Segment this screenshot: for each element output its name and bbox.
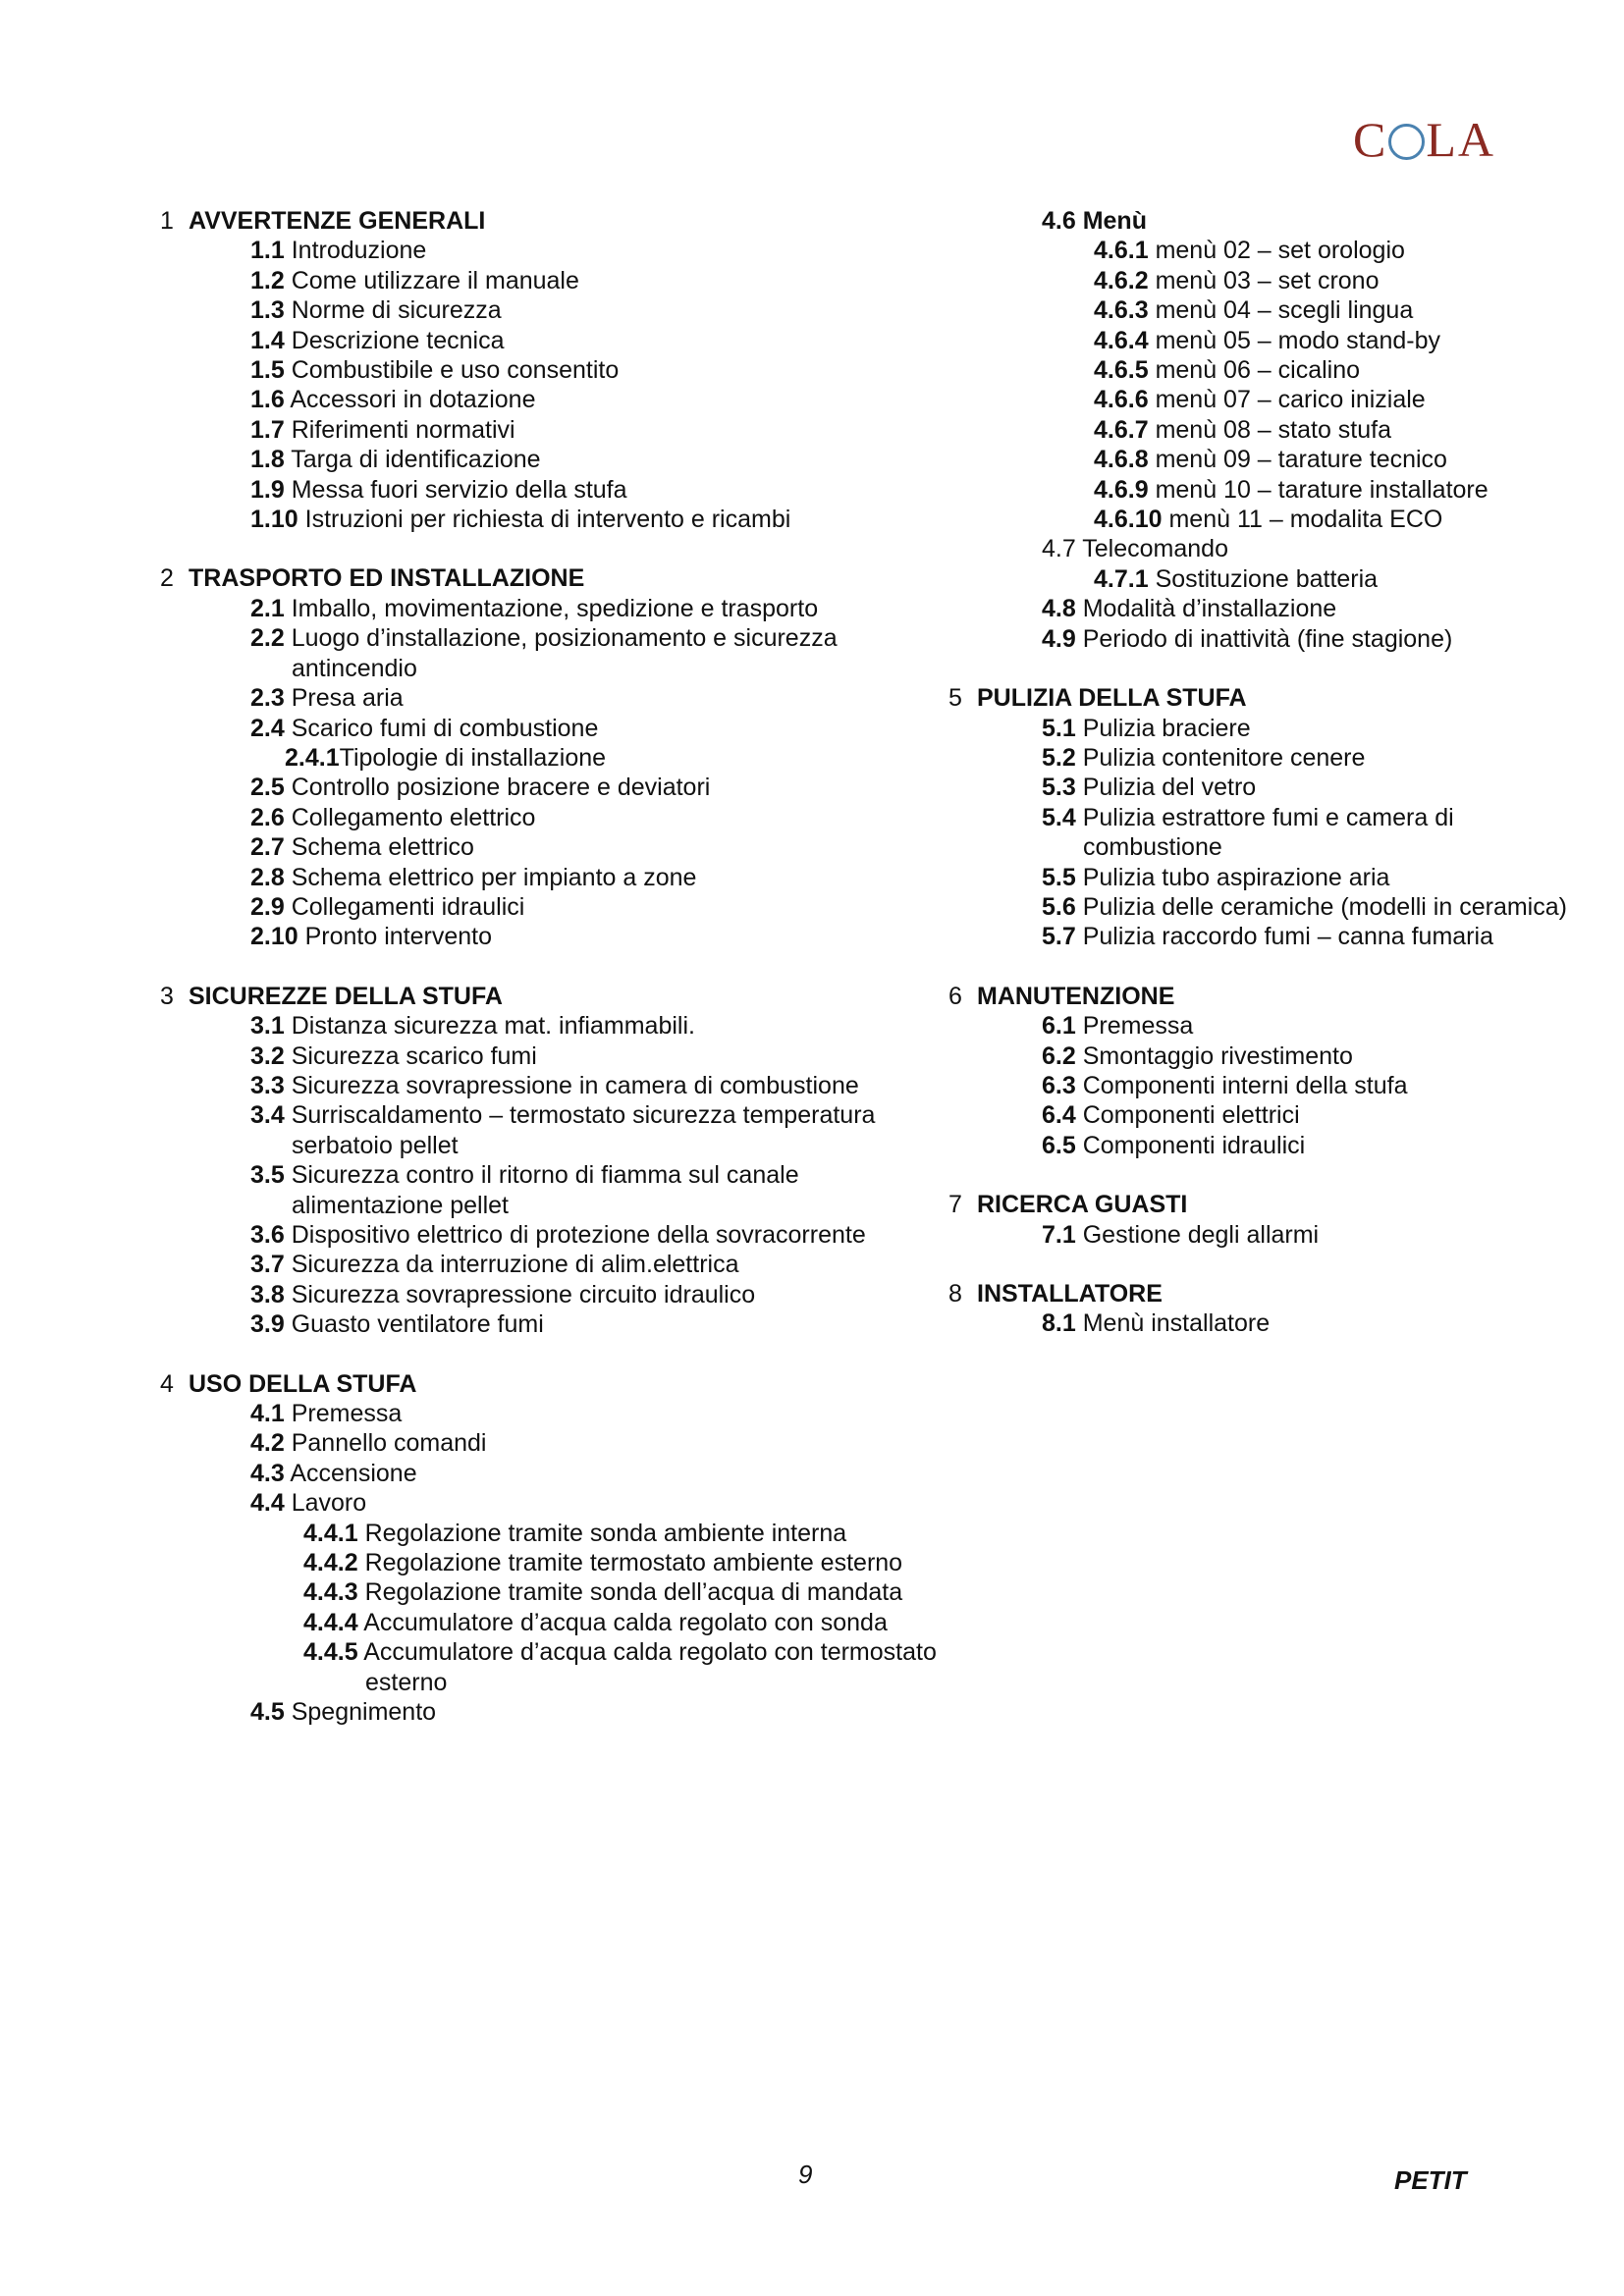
section-number: 3 (160, 982, 174, 1010)
section-title-text: TRASPORTO ED INSTALLAZIONE (189, 564, 585, 593)
entry-number: 4.4 (250, 1489, 285, 1518)
toc-entry[interactable] (948, 445, 1577, 474)
entry-title: Pulizia contenitore cenere (1082, 743, 1366, 772)
toc-entry[interactable] (160, 266, 946, 295)
entry-number: 3.8 (250, 1280, 285, 1308)
section-number: 2 (160, 564, 174, 593)
toc-entry[interactable] (948, 1100, 1577, 1130)
page-number: 9 (798, 2160, 813, 2189)
toc-entry[interactable] (160, 1250, 946, 1279)
toc-section (948, 1190, 1577, 1250)
entry-title: menù 02 – set orologio (1155, 237, 1405, 265)
section-title (160, 982, 946, 1011)
entry-number: 4.3 (250, 1459, 285, 1487)
toc-section (160, 1369, 946, 1728)
entry-number: 4.6.6 (1094, 386, 1149, 414)
toc-entry[interactable] (160, 1519, 946, 1548)
entry-title: Dispositivo elettrico di protezione della sovracorrente (291, 1221, 866, 1249)
entry-title: Scarico fumi di combustione (291, 714, 599, 742)
entry-title: Sicurezza sovrapressione circuito idraulico (291, 1280, 756, 1308)
entry-number: 3.2 (250, 1041, 285, 1070)
entry-title: Pulizia del vetro (1082, 774, 1257, 802)
entry-number: 4.1 (250, 1400, 285, 1428)
entry-title: Controllo posizione bracere e deviatori (291, 774, 711, 802)
toc-entry[interactable] (160, 683, 946, 713)
entry-title: Introduzione (291, 237, 427, 265)
entry-title: Descrizione tecnica (291, 326, 505, 354)
entry-title: Sostituzione batteria (1155, 564, 1379, 593)
toc-entry[interactable] (160, 1577, 946, 1607)
toc-entry[interactable] (160, 1459, 946, 1488)
entry-title: Messa fuori servizio della stufa (291, 475, 627, 504)
entry-title: Pulizia tubo aspirazione aria (1082, 863, 1390, 891)
toc-section (160, 563, 946, 951)
entry-number: 1.1 (250, 237, 285, 265)
toc-entry[interactable] (160, 355, 946, 385)
toc-entry[interactable] (160, 1160, 946, 1220)
entry-number: 1.9 (250, 475, 285, 504)
toc-entry[interactable] (948, 326, 1577, 355)
toc-section (948, 683, 1577, 952)
section-number: 7 (948, 1191, 962, 1219)
toc-entry[interactable] (948, 863, 1577, 892)
section-title-text: PULIZIA DELLA STUFA (977, 684, 1247, 713)
entry-number: 4.7 (1042, 535, 1076, 563)
entry-title: Telecomando (1082, 535, 1228, 563)
toc-entry[interactable] (160, 445, 946, 474)
section-title (160, 206, 946, 236)
toc-entry[interactable] (948, 803, 1577, 863)
entry-title: Norme di sicurezza (291, 296, 502, 325)
toc-entry[interactable] (948, 1308, 1577, 1338)
toc-entry[interactable] (948, 505, 1577, 534)
toc-entry[interactable] (160, 236, 946, 265)
entry-title: Premessa (291, 1400, 403, 1428)
entry-number: 3.6 (250, 1221, 285, 1249)
entry-title: Sicurezza scarico fumi (291, 1041, 537, 1070)
toc-entry[interactable] (160, 1071, 946, 1100)
entry-number: 2.10 (250, 923, 298, 951)
entry-number: 3.7 (250, 1251, 285, 1279)
section-number: 6 (948, 982, 962, 1010)
entry-number: 4.5 (250, 1698, 285, 1727)
model-name: PETIT (1394, 2165, 1467, 2195)
entry-number: 4.4.3 (303, 1578, 358, 1607)
toc-entry[interactable] (948, 1071, 1577, 1100)
entry-title: Smontaggio rivestimento (1082, 1041, 1353, 1070)
entry-number: 4.6.9 (1094, 475, 1149, 504)
entry-title: Spegnimento (291, 1698, 437, 1727)
entry-number: 1.3 (250, 296, 285, 325)
entry-title: Accessori in dotazione (290, 386, 536, 414)
entry-number: 4.6.1 (1094, 237, 1149, 265)
toc-entry[interactable] (160, 1637, 946, 1697)
entry-title: Sicurezza da interruzione di alim.elettrica (291, 1251, 739, 1279)
section-title (160, 563, 946, 593)
entry-title: menù 08 – stato stufa (1155, 415, 1391, 444)
toc-entry[interactable] (160, 1280, 946, 1309)
toc-entry[interactable] (160, 385, 946, 414)
entry-title: Distanza sicurezza mat. infiammabili. (291, 1012, 695, 1041)
toc-entry[interactable] (948, 922, 1577, 951)
entry-number: 4.9 (1042, 624, 1076, 653)
entry-title: Surriscaldamento – termostato sicurezza temperatura serbatoio pellet (291, 1101, 876, 1159)
toc-entry[interactable] (160, 714, 946, 743)
section-title-text: AVVERTENZE GENERALI (189, 207, 486, 235)
toc-entry[interactable] (948, 624, 1577, 654)
entry-title: Pannello comandi (291, 1429, 487, 1458)
toc-entry[interactable] (948, 1220, 1577, 1250)
entry-number: 4.4.4 (303, 1608, 358, 1636)
entry-number: 2.4 (250, 714, 285, 742)
entry-number: 3.9 (250, 1310, 285, 1339)
brand-logo: C LA (1353, 112, 1496, 167)
toc-entry[interactable] (160, 892, 946, 922)
entry-title: Componenti elettrici (1082, 1101, 1300, 1130)
entry-number: 3.5 (250, 1161, 285, 1190)
entry-number: 4.6.5 (1094, 356, 1149, 385)
toc-entry[interactable] (160, 1428, 946, 1458)
entry-number: 5.3 (1042, 774, 1076, 802)
entry-number: 6.2 (1042, 1041, 1076, 1070)
toc-entry[interactable] (948, 1131, 1577, 1160)
entry-number: 5.5 (1042, 863, 1076, 891)
entry-number: 1.10 (250, 506, 298, 534)
entry-number: 8.1 (1042, 1309, 1076, 1338)
toc-section (160, 206, 946, 534)
entry-number: 4.6.7 (1094, 415, 1149, 444)
entry-number: 1.2 (250, 266, 285, 294)
entry-number: 3.3 (250, 1071, 285, 1099)
toc-entry[interactable] (948, 385, 1577, 414)
entry-number: 5.2 (1042, 743, 1076, 772)
toc-entry[interactable] (948, 415, 1577, 445)
toc-entry[interactable] (160, 863, 946, 892)
entry-title: Combustibile e uso consentito (291, 356, 620, 385)
entry-title: menù 05 – modo stand-by (1155, 326, 1441, 354)
section-number: 1 (160, 207, 174, 235)
toc-entry[interactable] (948, 892, 1577, 922)
toc-entry[interactable] (160, 1608, 946, 1637)
entry-title: menù 09 – tarature tecnico (1155, 446, 1447, 474)
toc-entry[interactable] (160, 1488, 946, 1518)
toc-entry[interactable] (160, 803, 946, 832)
toc-entry[interactable] (160, 1548, 946, 1577)
entry-title: Regolazione tramite sonda dell’acqua di mandata (364, 1578, 903, 1607)
toc-entry[interactable] (160, 773, 946, 802)
toc-entry[interactable] (160, 743, 946, 773)
toc-entry[interactable] (160, 1399, 946, 1428)
toc-right-column (948, 206, 1577, 1368)
entry-title: Collegamenti idraulici (291, 892, 525, 921)
entry-number: 7.1 (1042, 1220, 1076, 1249)
entry-number: 1.5 (250, 356, 285, 385)
entry-number: 6.5 (1042, 1131, 1076, 1159)
entry-number: 1.7 (250, 415, 285, 444)
entry-title: Schema elettrico per impianto a zone (291, 863, 697, 891)
entry-title: Premessa (1082, 1012, 1194, 1041)
toc-entry[interactable] (160, 1309, 946, 1339)
toc-entry[interactable] (160, 1220, 946, 1250)
entry-number: 2.2 (250, 624, 285, 653)
entry-number: 3.1 (250, 1012, 285, 1041)
toc-entry[interactable] (160, 1100, 946, 1160)
section-title-text: USO DELLA STUFA (189, 1369, 417, 1398)
entry-title: Accumulatore d’acqua calda regolato con termostato esterno (363, 1638, 937, 1696)
section-title (160, 1369, 946, 1399)
entry-title: menù 03 – set crono (1155, 266, 1380, 294)
toc-left-column (160, 206, 946, 1757)
entry-number: 5.4 (1042, 803, 1076, 831)
entry-number: 5.7 (1042, 923, 1076, 951)
entry-title: Regolazione tramite termostato ambiente esterno (364, 1549, 903, 1577)
entry-number: 2.6 (250, 803, 285, 831)
entry-number: 1.4 (250, 326, 285, 354)
entry-title: menù 04 – scegli lingua (1155, 296, 1414, 325)
entry-number: 4.8 (1042, 595, 1076, 623)
entry-title: Lavoro (291, 1489, 367, 1518)
section-title-text: SICUREZZE DELLA STUFA (189, 982, 503, 1010)
entry-title: Pulizia raccordo fumi – canna fumaria (1082, 923, 1493, 951)
toc-entry[interactable] (160, 295, 946, 325)
toc-entry[interactable] (948, 534, 1577, 563)
toc-entry[interactable] (160, 594, 946, 623)
entry-title: Periodo di inattività (fine stagione) (1082, 624, 1453, 653)
entry-title: Come utilizzare il manuale (291, 266, 579, 294)
entry-title: Pulizia estrattore fumi e camera di combustione (1082, 803, 1454, 862)
entry-title: Pronto intervento (304, 923, 493, 951)
entry-number: 5.6 (1042, 892, 1076, 921)
toc-entry[interactable] (160, 326, 946, 355)
entry-title: Istruzioni per richiesta di intervento e ricambi (304, 506, 791, 534)
toc-entry[interactable] (948, 295, 1577, 325)
section-title (948, 982, 1577, 1011)
toc-section (948, 1279, 1577, 1339)
entry-number: 6.4 (1042, 1101, 1076, 1130)
entry-number: 4.6.10 (1094, 506, 1163, 534)
entry-number: 4.4.5 (303, 1638, 358, 1667)
entry-title: Luogo d’installazione, posizionamento e sicurezza antincendio (291, 624, 838, 682)
toc-entry[interactable] (160, 922, 946, 951)
toc-entry[interactable] (948, 773, 1577, 802)
entry-title: Tipologie di installazione (339, 743, 607, 772)
toc-entry[interactable] (948, 594, 1577, 623)
entry-title: Schema elettrico (291, 833, 474, 862)
toc-entry[interactable] (160, 1697, 946, 1727)
section-number: 5 (948, 684, 962, 713)
entry-number: 4.6.4 (1094, 326, 1149, 354)
section-title-text: 4.6 Menù (1042, 207, 1147, 235)
entry-title: menù 10 – tarature installatore (1155, 475, 1489, 504)
toc-entry[interactable] (948, 1041, 1577, 1071)
toc-entry[interactable] (948, 236, 1577, 265)
toc-entry[interactable] (948, 475, 1577, 505)
entry-number: 2.8 (250, 863, 285, 891)
toc-entry[interactable] (160, 832, 946, 862)
section-title (948, 206, 1577, 236)
toc-section (948, 206, 1577, 654)
entry-title: Componenti interni della stufa (1082, 1071, 1408, 1099)
entry-title: Accensione (290, 1459, 417, 1487)
toc-entry[interactable] (948, 266, 1577, 295)
entry-number: 6.1 (1042, 1012, 1076, 1041)
entry-number: 4.6.3 (1094, 296, 1149, 325)
entry-title: Menù installatore (1082, 1309, 1271, 1338)
section-number: 8 (948, 1280, 962, 1308)
section-title (948, 1190, 1577, 1219)
toc-section (160, 982, 946, 1340)
section-title-text: RICERCA GUASTI (977, 1191, 1188, 1219)
entry-number: 5.1 (1042, 714, 1076, 742)
entry-title: menù 06 – cicalino (1155, 356, 1361, 385)
toc-entry[interactable] (948, 1011, 1577, 1041)
entry-title: Modalità d’installazione (1082, 595, 1337, 623)
toc-entry[interactable] (160, 1011, 946, 1041)
toc-entry[interactable] (948, 355, 1577, 385)
toc-entry[interactable] (160, 623, 946, 683)
entry-number: 4.2 (250, 1429, 285, 1458)
toc-entry[interactable] (948, 714, 1577, 743)
entry-title: Gestione degli allarmi (1082, 1220, 1320, 1249)
entry-number: 2.5 (250, 774, 285, 802)
toc-section (948, 982, 1577, 1160)
entry-number: 6.3 (1042, 1071, 1076, 1099)
entry-title: Accumulatore d’acqua calda regolato con sonda (363, 1608, 888, 1636)
entry-title: Pulizia braciere (1082, 714, 1251, 742)
section-number: 4 (160, 1369, 174, 1398)
entry-title: Regolazione tramite sonda ambiente interna (364, 1519, 847, 1547)
entry-number: 3.4 (250, 1101, 285, 1130)
toc-entry[interactable] (160, 475, 946, 505)
entry-title: Componenti idraulici (1082, 1131, 1306, 1159)
toc-entry[interactable] (948, 564, 1577, 594)
entry-number: 4.4.1 (303, 1519, 358, 1547)
entry-number: 1.6 (250, 386, 285, 414)
entry-title: Pulizia delle ceramiche (modelli in ceramica) (1082, 892, 1567, 921)
entry-number: 2.1 (250, 594, 285, 622)
entry-number: 2.3 (250, 684, 285, 713)
entry-number: 2.9 (250, 892, 285, 921)
section-title-text: MANUTENZIONE (977, 982, 1175, 1010)
section-title-text: INSTALLATORE (977, 1280, 1163, 1308)
entry-number: 4.7.1 (1094, 564, 1149, 593)
entry-title: Sicurezza sovrapressione in camera di combustione (291, 1071, 859, 1099)
entry-number: 2.7 (250, 833, 285, 862)
entry-number: 2.4.1 (285, 743, 340, 772)
entry-title: Targa di identificazione (291, 446, 541, 474)
entry-title: Riferimenti normativi (291, 415, 515, 444)
entry-title: menù 07 – carico iniziale (1155, 386, 1426, 414)
entry-title: Collegamento elettrico (291, 803, 536, 831)
section-title (948, 683, 1577, 713)
entry-title: Presa aria (291, 684, 404, 713)
entry-number: 4.6.8 (1094, 446, 1149, 474)
entry-number: 4.6.2 (1094, 266, 1149, 294)
entry-title: menù 11 – modalita ECO (1168, 506, 1443, 534)
toc-entry[interactable] (948, 743, 1577, 773)
entry-number: 1.8 (250, 446, 285, 474)
toc-entry[interactable] (160, 505, 946, 534)
section-title (948, 1279, 1577, 1308)
entry-title: Guasto ventilatore fumi (291, 1310, 544, 1339)
entry-title: Sicurezza contro il ritorno di fiamma sul canale alimentazione pellet (291, 1161, 799, 1219)
entry-title: Imballo, movimentazione, spedizione e trasporto (291, 594, 819, 622)
entry-number: 4.4.2 (303, 1549, 358, 1577)
toc-entry[interactable] (160, 415, 946, 445)
toc-entry[interactable] (160, 1041, 946, 1071)
